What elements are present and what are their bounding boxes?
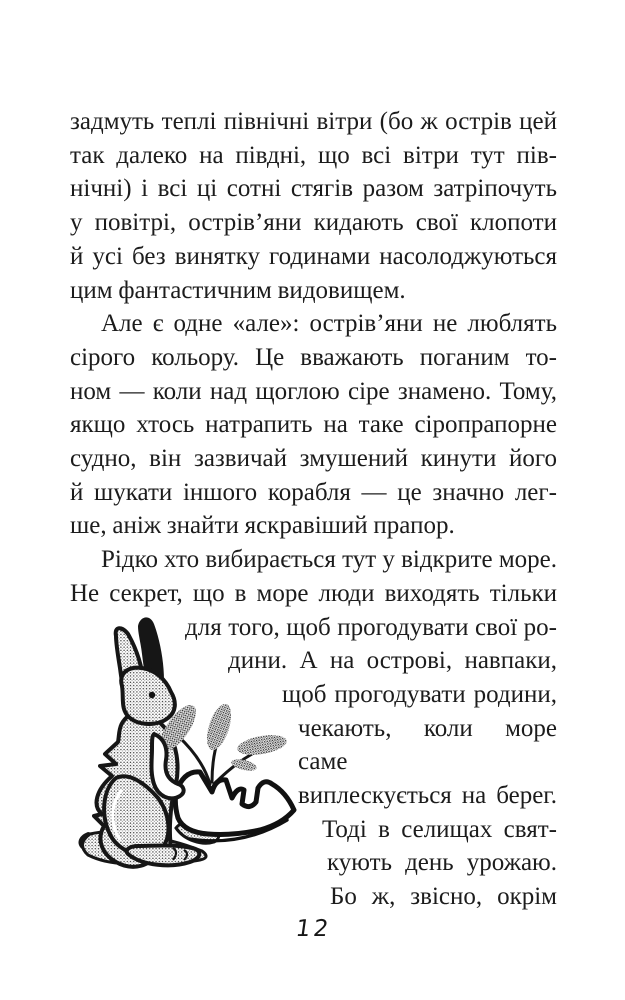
- carrot-shape: [175, 772, 294, 841]
- text-line: дини. А на острові, навпаки,: [228, 647, 557, 675]
- text-line: так далеко на півдні, що всі вітри тут пів-: [70, 141, 557, 169]
- text-line: Не секрет, що в море люди виходять тільки: [70, 579, 557, 607]
- text-line: ше, аніж знайти яскравіший прапор.: [70, 512, 455, 540]
- text-line: Але є одне «але»: острів’яни не люблять: [101, 310, 557, 338]
- paragraph-1: [70, 105, 557, 307]
- text-line: у повітрі, острів’яни кидають свої клопоти: [70, 209, 557, 237]
- text-line: кують день урожаю.: [327, 849, 557, 877]
- text-line: нічні) і всі ці сотні стягів разом затріпочуть: [70, 175, 557, 203]
- text-line: Рідко хто вибирається тут у відкрите море.: [101, 546, 557, 574]
- text-line: сірого кольору. Це вважають поганим то-: [70, 343, 557, 371]
- text-line: цим фантастичним видовищем.: [70, 276, 406, 304]
- rabbit-head-shape: [121, 668, 175, 724]
- text-line: чекають, коли море саме: [298, 714, 557, 776]
- text-line: Бо ж, звісно, окрім: [330, 883, 557, 911]
- text-line: Тоді в селищах свят-: [322, 815, 557, 843]
- rabbit-eye: [149, 692, 155, 698]
- text-line: щоб прогодувати родини,: [282, 680, 557, 708]
- text-line: ном — коли над щоглою сіре знамено. Тому,: [70, 377, 557, 405]
- text-line: й усі без винятку годинами насолоджуються: [70, 242, 557, 270]
- text-line: й шукати іншого корабля — це значно лег-: [70, 478, 557, 506]
- page-number: 12: [294, 916, 333, 942]
- text-line: задмуть теплі північні вітри (бо ж острів цей: [70, 108, 557, 135]
- text-line: судно, він зазвичай змушений кинути його: [70, 445, 557, 473]
- text-line: виплескується на берег.: [298, 782, 557, 810]
- paragraph-2: [70, 307, 557, 543]
- text-line: для того, щоб прогодувати свої ро-: [185, 613, 557, 641]
- text-line: якщо хтось натрапить на таке сіропрапорне: [70, 411, 557, 439]
- rabbit-with-carrot-illustration: [72, 614, 322, 909]
